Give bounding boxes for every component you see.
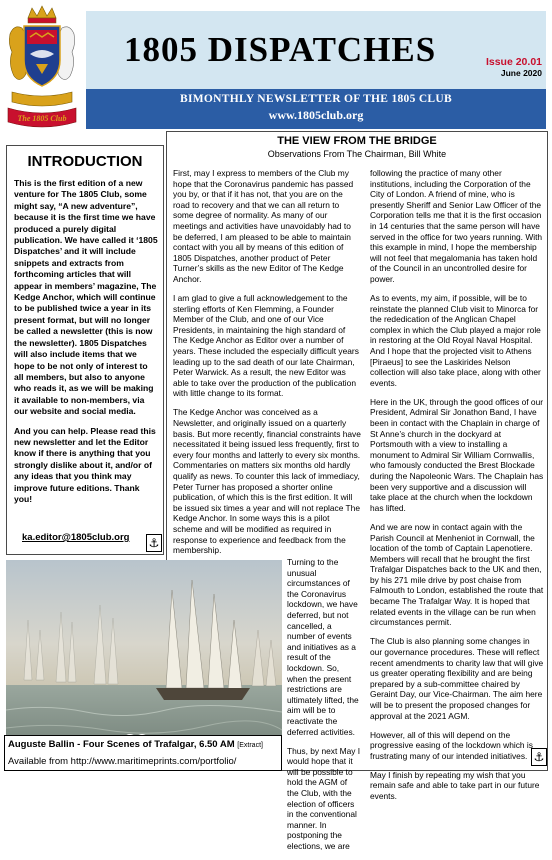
painting-extract-note: [Extract] <box>237 742 263 749</box>
issue-date: June 2020 <box>500 68 542 78</box>
newsletter-title: 1805 DISPATCHES <box>124 30 437 69</box>
issue-info <box>486 56 542 78</box>
article-paragraph: Here in the UK, through the good offices of our President, Admiral Sir Jonathon Band, I have been in contact with the Chaplain in charge of St Anne’s church in the dockyard at Portsmouth with a view to installing a monument to Admiral Sir William Cornwallis, who famously conducted the Brest Blockade during the Napoleonic Wars. The Chaplain has been very supportive and a discussion will take place at the church when the lockdown has lifted. <box>370 396 544 513</box>
anchor-icon: ⚓ <box>531 748 547 766</box>
article-paragraph: However, all of this will depend on the progressive easing of the lockdown which is frustrating many of our intended initiatives. <box>370 729 533 761</box>
issue-number: Issue 20.01 <box>485 56 542 68</box>
website-link[interactable]: www.1805club.org <box>268 108 364 122</box>
article-column-1-continued <box>287 557 361 860</box>
article-paragraph: Turning to the unusual circumstances of the Coronavirus lockdown, we have deferred, but not cancelled, a number of events and initiatives as a result of the lockdown. So, when the present restrictions are ultimately lifted, the aim will be to reactivate the deferred activities. <box>287 557 359 737</box>
article-heading: THE VIEW FROM THE BRIDGE <box>277 135 437 147</box>
introduction-paragraph-2: And you can help. Please read this new newsletter and let the Editor know if there is anything that you strongly dislike about it, and/or of any ideas that you think may improve future editions. Thank you! <box>14 425 156 504</box>
article-paragraph: following the practice of many other institutions, including the Corporation of the City of London. A friend of mine, who is presently Sheriff and Senior Law Officer of the Corporation tells me that it is the first occasion in 14 centuries that the same person will have served in the office for two years running. With this example in mind, I hope the membership will not feel that megalomania has taken hold of the Council in an uncontrolled desire for power. <box>370 168 543 284</box>
anchor-icon: ⚓ <box>146 534 162 552</box>
article-paragraph: Thus, by next May I would hope that it will be possible to hold the AGM of the Club, with the election of officers in the conventional manner. In postponing the elections, we are <box>287 745 361 851</box>
article-paragraph: First, may I express to members of the Club my hope that the Coronavirus pandemic has passed you by, or that if it has not, that you are on the road to recovery and that we can all return to some degree of normality. As many of our meetings and activities have unavoidably had to be deferred, I am pleased to be able to maintain contact with you all by means of this edition of 1805 Dispatches, another product of Peter Turner’s skills as the new Editor of The Kedge Anchor. <box>173 168 354 284</box>
introduction-heading: INTRODUCTION <box>27 153 143 170</box>
trafalgar-painting <box>6 560 282 764</box>
article-column-2 <box>370 168 544 810</box>
editor-email-link[interactable]: ka.editor@1805club.org <box>22 532 130 543</box>
article-subheading: Observations From The Chairman, Bill White <box>267 149 447 159</box>
article-paragraph: The Kedge Anchor was conceived as a Newsletter, and originally issued on a quarterly basis. But more recently, financial constraints have necessitated it being issued less frequently, first to every four months and latterly to every six months. Commentaries on matters six months old hardly qualify as news. To counter this lack of immediacy, Peter Turner has proposed a shorter online publication, of which this is the first edition. It will be issued six times a year and will not replace The Kedge Anchor. In some ways this is a pilot scheme and will be modified as required in response to experience and feedback from the membership. <box>173 407 361 556</box>
club-crest-logo <box>6 4 78 130</box>
article-paragraph: May I finish by repeating my wish that you remain safe and able to take part in our future events. <box>370 769 540 802</box>
article-paragraph: The Club is also planning some changes in our governance procedures. These will reflect recent amendments to charity law that will give us greater operating flexibility and are being prepared by a sub-committee chaired by Geraint Day, our Vice-Chairman. The aim here will be to present the proposed changes for approval at the 2021 AGM. <box>370 636 544 721</box>
article-paragraph: And we are now in contact again with the Parish Council at Menheniot in Cornwall, the location of the tomb of Captain Lapenotiere. Members will recall that he brought the first Trafalgar Dispatches back to the UK and then, by his 271 mile drive by post chaise from Falmouth to London, established the route that became The Trafalgar Way. It is hoped that related events in the village can be run when circumstances permit. <box>370 521 544 628</box>
introduction-text <box>14 178 158 513</box>
crest-banner-text: The 1805 Club <box>17 114 67 123</box>
painting-title: Auguste Ballin - Four Scenes of Trafalgar, 6.50 AM <box>8 739 235 750</box>
newsletter-subtitle: BIMONTHLY NEWSLETTER OF THE 1805 CLUB <box>180 93 452 105</box>
article-column-1 <box>173 168 361 564</box>
article-paragraph: As to events, my aim, if possible, will be to reinstate the planned Club visit to Minorca for the rededication of the Anglican Chapel complex in which the Club played a major role in restoring at the Old Royal Naval Hospital. And I hope that the projected visit to Athens [Piraeus] to see the Laskirides Nelson collection will also take place, along with other events. <box>370 293 541 388</box>
painting-source-link[interactable]: Available from http://www.maritimeprints.com/portfolio/ <box>8 756 237 767</box>
painting-caption <box>8 739 263 750</box>
introduction-paragraph-1: This is the first edition of a new venture for The 1805 Club, some might say, “A new adventure”, because it is the first time we have produced a purely digital publication. We have called it ‘1805 Dispatches’ and it will include snippets and extracts from forthcoming articles that will appear in members’ magazine, The Kedge Anchor, which will continue to be published twice a year in its present format, but will no longer be called a newsletter (this is now the newsletter). 1805 Dispatches will also include items that we hope to be not only of interest to all members, but also to anyone who reads it, as we will be making it available to non-members, via our website and social media. <box>14 178 158 417</box>
article-paragraph: I am glad to give a full acknowledgement to the sterling efforts of Ken Flemming, a Founder Member of the Club, and one of our Vice Presidents, in maintaining the high standard of The Kedge Anchor as Editor over a number of years. These included the especially difficult years leading up to the sad death of our late Chairman, Peter Warwick. As a result, the new Editor was able to take over the production of the publication with little change to its format. <box>173 293 359 399</box>
